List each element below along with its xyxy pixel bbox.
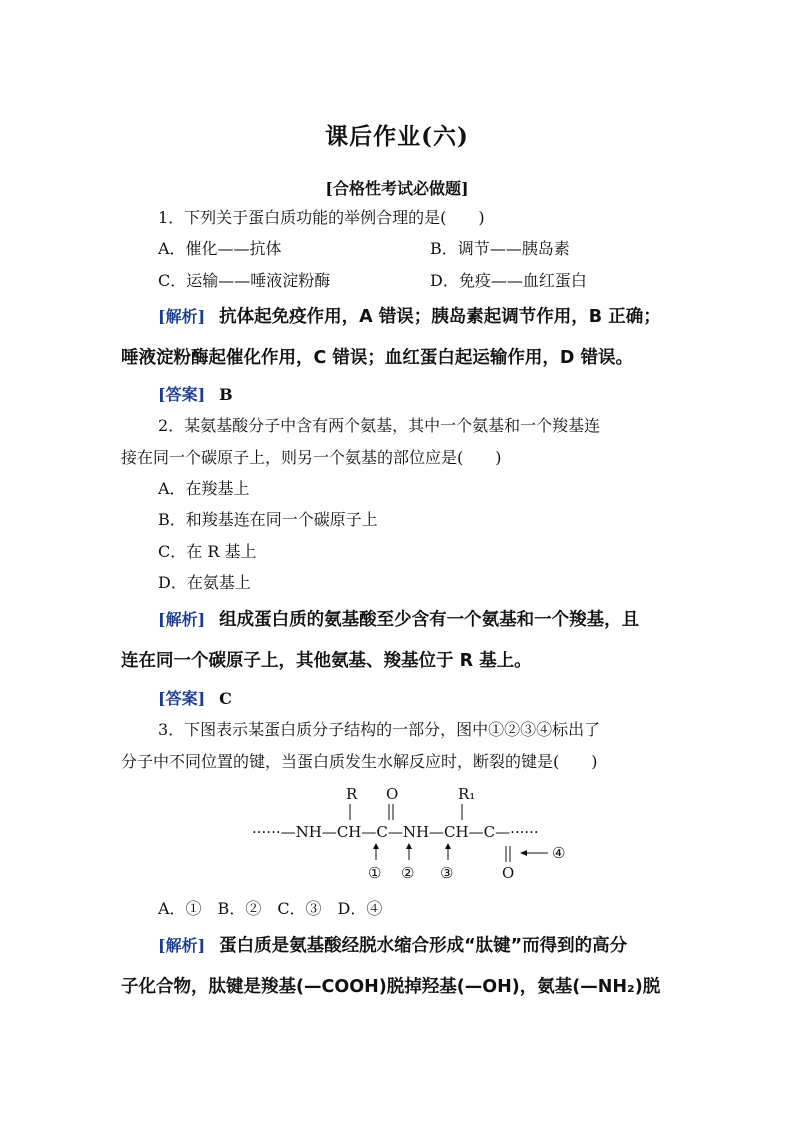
q3-analysis-line2: 子化合物，肽键是羧基(—COOH)脱掉羟基(—OH)，氨基(—NH₂)脱	[121, 977, 661, 997]
peptide-chain: ······—NH—CH—C—NH—CH—C—······	[252, 823, 539, 841]
arrow-up-icon	[373, 843, 379, 860]
q2-option-a: A．在羧基上	[158, 479, 250, 498]
q2-stem-line1: 2．某氨基酸分子中含有两个氨基，其中一个氨基和一个羧基连	[158, 416, 601, 435]
q2-answer-value: C	[219, 689, 232, 708]
page-title: 课后作业(六)	[325, 123, 469, 150]
q1-answer-value: B	[219, 385, 233, 404]
q3-analysis-line1	[158, 934, 627, 958]
q1-stem: 1．下列关于蛋白质功能的举例合理的是( )	[158, 208, 485, 227]
q2-analysis-line1	[158, 608, 639, 632]
bond-marker-1: ①	[368, 864, 382, 882]
q2-analysis-text1: 组成蛋白质的氨基酸至少含有一个氨基和一个羧基，且	[219, 610, 640, 630]
top-oxygen-label: O	[386, 785, 399, 803]
q3-stem-line1: 3．下图表示某蛋白质分子结构的一部分，图中①②③④标出了	[158, 720, 601, 739]
q2-analysis-line2: 连在同一个碳原子上，其他氨基、羧基位于 R 基上。	[121, 651, 532, 671]
peptide-structure-diagram	[252, 782, 572, 882]
answer-tag: [答案]	[158, 385, 206, 404]
q2-stem-line2: 接在同一个碳原子上，则另一个氨基的部位应是( )	[121, 448, 502, 467]
r-group-label: R	[346, 785, 358, 803]
q1-analysis-line2: 唾液淀粉酶起催化作用，C 错误；血红蛋白起运输作用，D 错误。	[121, 348, 634, 368]
q3-options: A．① B．② C．③ D．④	[158, 899, 383, 918]
answer-tag: [答案]	[158, 689, 206, 708]
q1-option-a: A．催化——抗体	[158, 239, 282, 258]
q1-analysis-text1: 抗体起免疫作用，A 错误；胰岛素起调节作用，B 正确；	[219, 307, 661, 327]
q1-option-b: B．调节——胰岛素	[430, 239, 570, 258]
section-subtitle: [合格性考试必做题]	[325, 179, 469, 198]
arrow-up-icon	[406, 843, 412, 860]
q3-analysis-text1: 蛋白质是氨基酸经脱水缩合形成“肽键”而得到的高分	[219, 936, 628, 956]
analysis-tag: [解析]	[158, 610, 206, 629]
q1-option-d: D．免疫——血红蛋白	[430, 271, 587, 290]
q1-analysis-line1	[158, 305, 661, 329]
q2-option-c: C．在 R 基上	[158, 542, 257, 561]
q1-answer	[158, 384, 233, 406]
arrow-up-icon	[445, 843, 451, 860]
q2-option-d: D．在氨基上	[158, 573, 251, 592]
arrow-left-icon	[520, 850, 548, 856]
q2-answer	[158, 688, 232, 710]
r1-group-label: R₁	[458, 785, 476, 803]
q3-stem-line2: 分子中不同位置的键，当蛋白质发生水解反应时，断裂的键是( )	[121, 752, 598, 771]
bottom-oxygen-label: O	[502, 864, 515, 882]
bond-marker-2: ②	[401, 864, 415, 882]
analysis-tag: [解析]	[158, 307, 206, 326]
q1-option-c: C．运输——唾液淀粉酶	[158, 271, 331, 290]
bond-marker-4: ④	[552, 844, 566, 862]
q2-option-b: B．和羧基连在同一个碳原子上	[158, 510, 378, 529]
analysis-tag: [解析]	[158, 936, 206, 955]
bond-marker-3: ③	[440, 864, 454, 882]
